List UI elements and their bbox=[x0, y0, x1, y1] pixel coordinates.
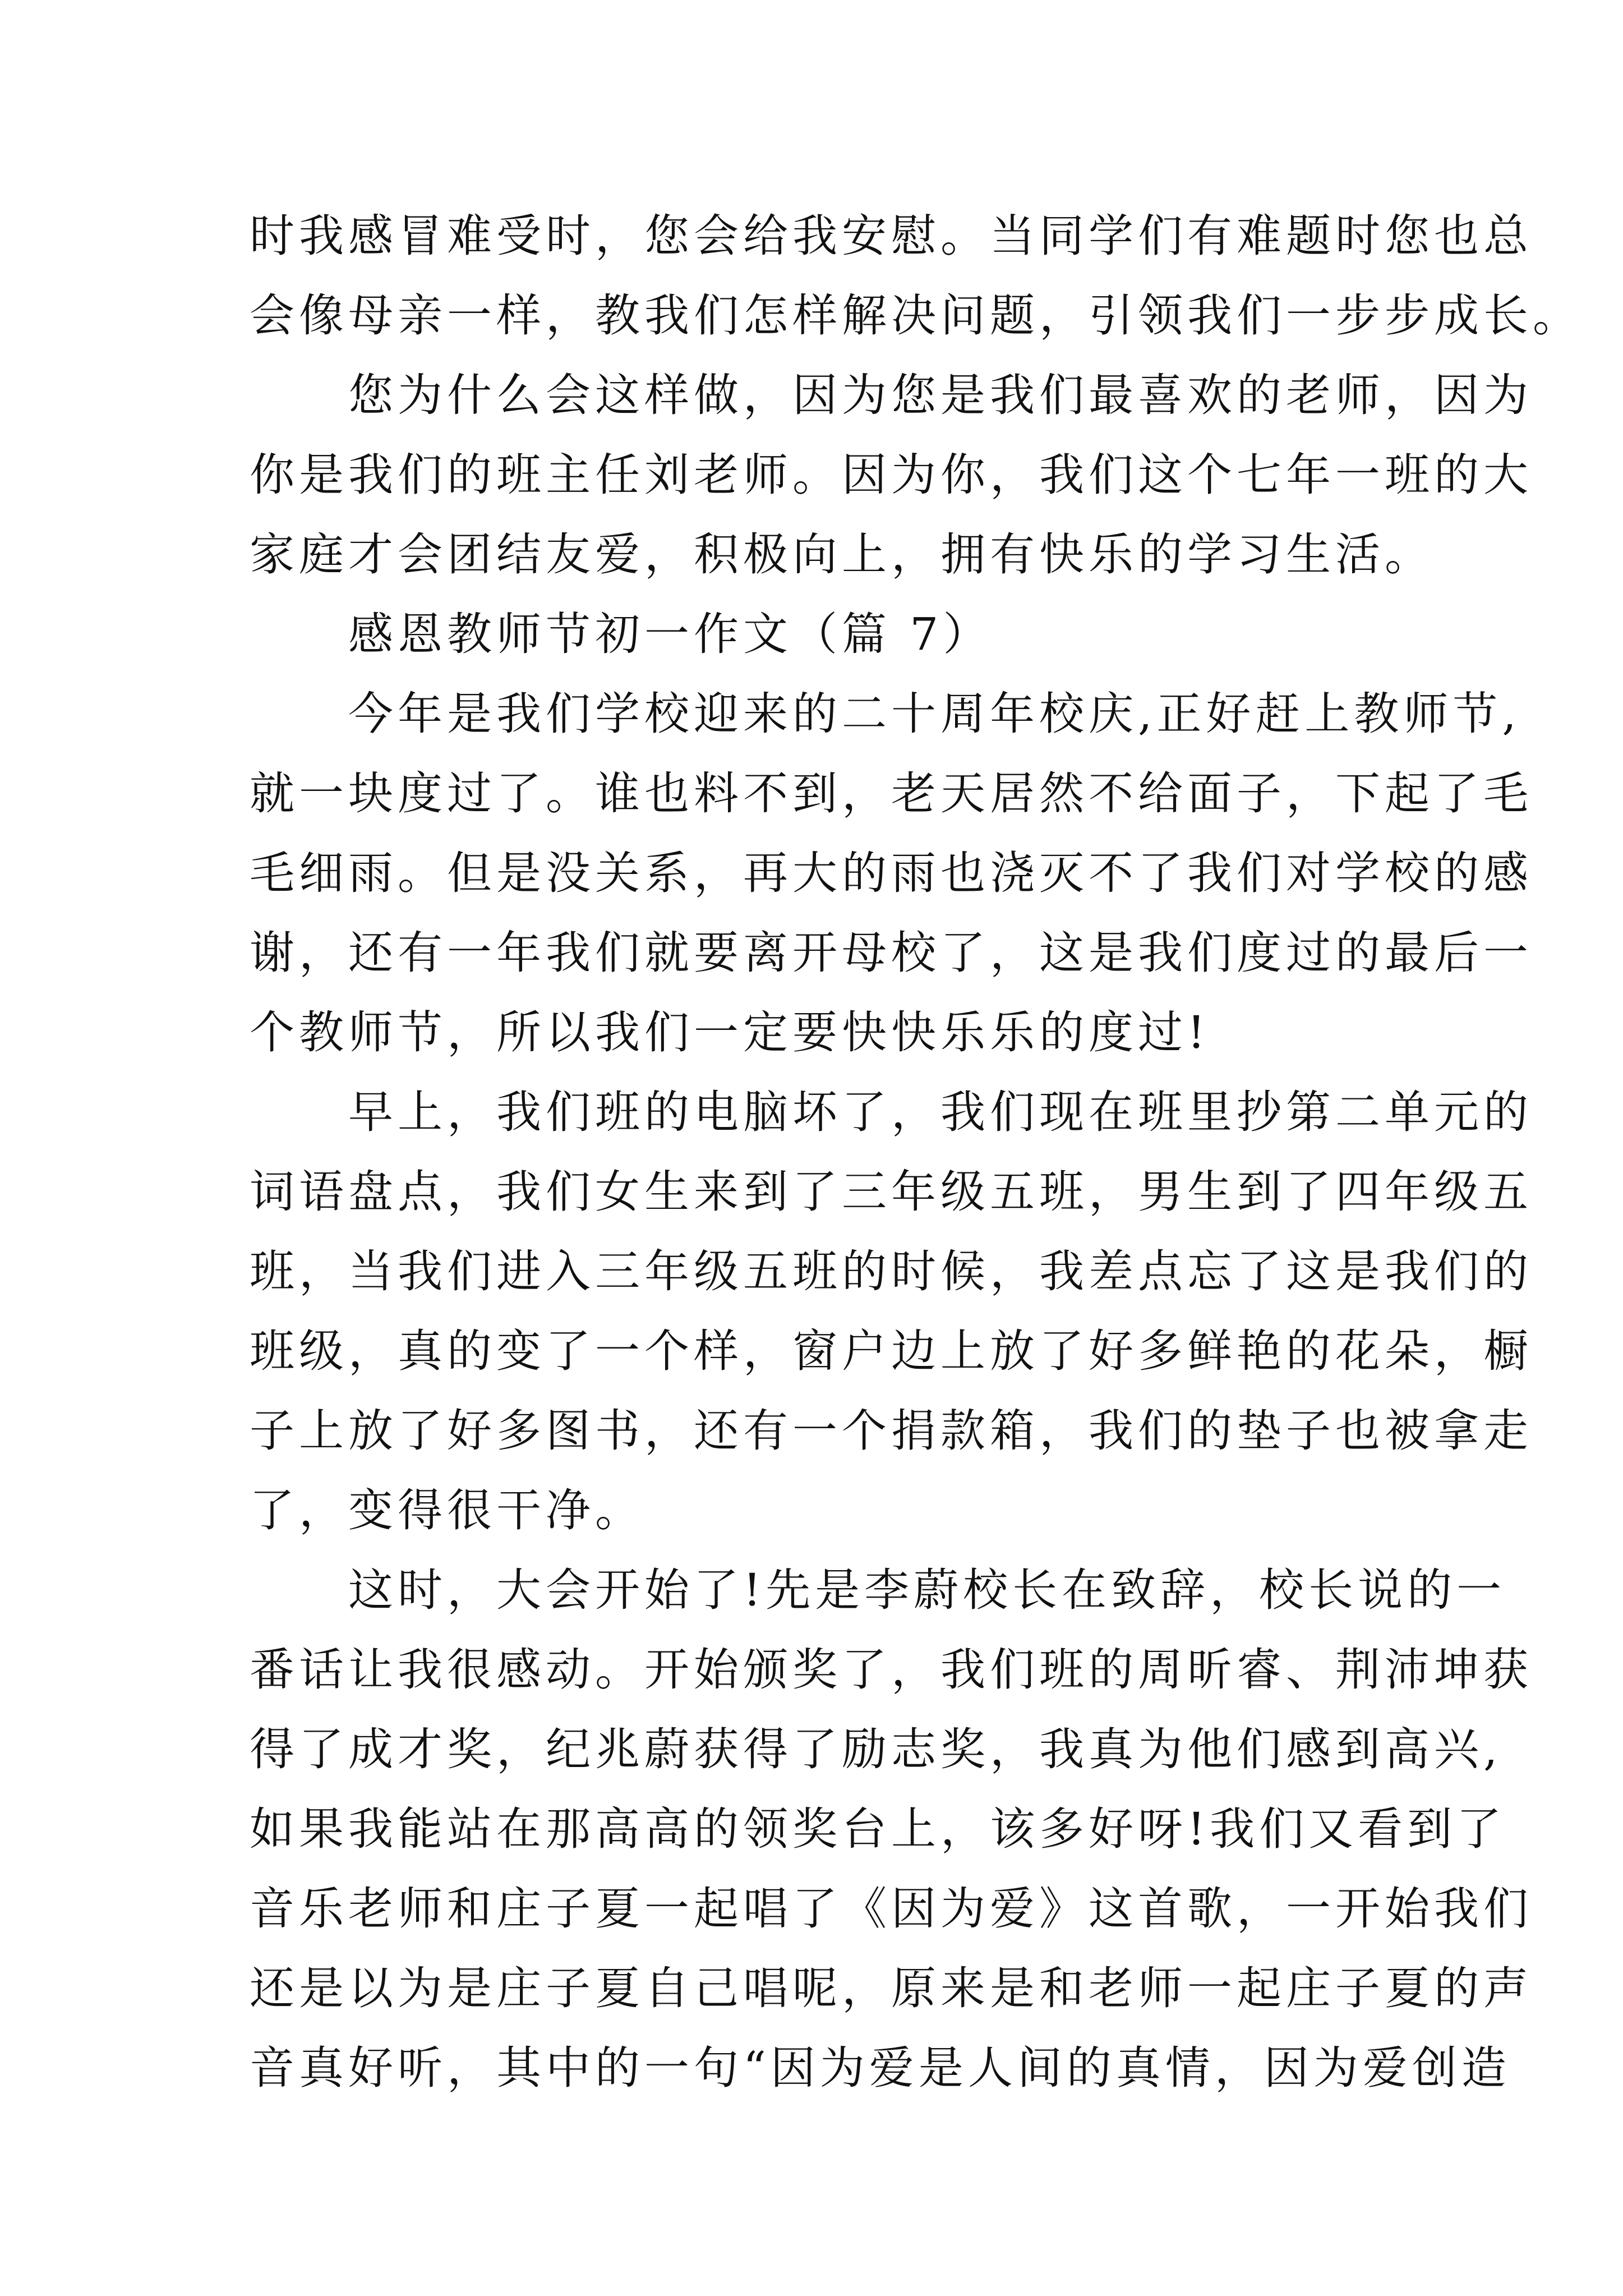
text-line: 您为什么会这样做，因为您是我们最喜欢的老师，因为 bbox=[250, 369, 1533, 421]
text-line: 时我感冒难受时，您会给我安慰。当同学们有难题时您也总 bbox=[250, 210, 1533, 262]
text-line: 班级，真的变了一个样，窗户边上放了好多鲜艳的花朵，橱 bbox=[250, 1325, 1533, 1377]
text-line: 谢，还有一年我们就要离开母校了，这是我们度过的最后一 bbox=[250, 927, 1533, 979]
text-line: 班，当我们进入三年级五班的时候，我差点忘了这是我们的 bbox=[250, 1245, 1533, 1297]
section-heading: 感恩教师节初一作文（篇 7） bbox=[250, 608, 993, 660]
text-line: 个教师节，所以我们一定要快快乐乐的度过! bbox=[250, 1006, 1210, 1059]
text-line: 家庭才会团结友爱，积极向上，拥有快乐的学习生活。 bbox=[250, 528, 1434, 581]
text-line: 如果我能站在那高高的领奖台上，该多好呀!我们又看到了 bbox=[250, 1803, 1506, 1855]
text-line: 你是我们的班主任刘老师。因为你，我们这个七年一班的大 bbox=[250, 449, 1533, 501]
text-line: 词语盘点，我们女生来到了三年级五班，男生到了四年级五 bbox=[250, 1166, 1533, 1218]
text-line: 音真好听，其中的一句“因为爱是人间的真情，因为爱创造 bbox=[250, 2042, 1511, 2094]
text-line: 番话让我很感动。开始颁奖了，我们班的周昕睿、荆沛坤获 bbox=[250, 1644, 1533, 1696]
text-line: 早上，我们班的电脑坏了，我们现在班里抄第二单元的 bbox=[250, 1086, 1533, 1138]
text-line: 了，变得很干净。 bbox=[250, 1484, 644, 1536]
text-line: 子上放了好多图书，还有一个捐款箱，我们的垫子也被拿走 bbox=[250, 1405, 1533, 1457]
text-line: 还是以为是庄子夏自己唱呢，原来是和老师一起庄子夏的声 bbox=[250, 1962, 1533, 2014]
text-line: 毛细雨。但是没关系，再大的雨也浇灭不了我们对学校的感 bbox=[250, 847, 1533, 899]
text-line: 音乐老师和庄子夏一起唱了《因为爱》这首歌，一开始我们 bbox=[250, 1883, 1533, 1935]
document-body bbox=[250, 196, 1582, 2108]
text-line: 就一块度过了。谁也料不到，老天居然不给面子，下起了毛 bbox=[250, 767, 1533, 820]
text-line: 会像母亲一样，教我们怎样解决问题，引领我们一步步成长。 bbox=[250, 289, 1582, 342]
text-line: 得了成才奖，纪兆蔚获得了励志奖，我真为他们感到高兴, bbox=[250, 1723, 1502, 1775]
text-line: 这时，大会开始了!先是李蔚校长在致辞，校长说的一 bbox=[250, 1564, 1506, 1616]
text-line: 今年是我们学校迎来的二十周年校庆,正好赶上教师节, bbox=[250, 688, 1521, 740]
